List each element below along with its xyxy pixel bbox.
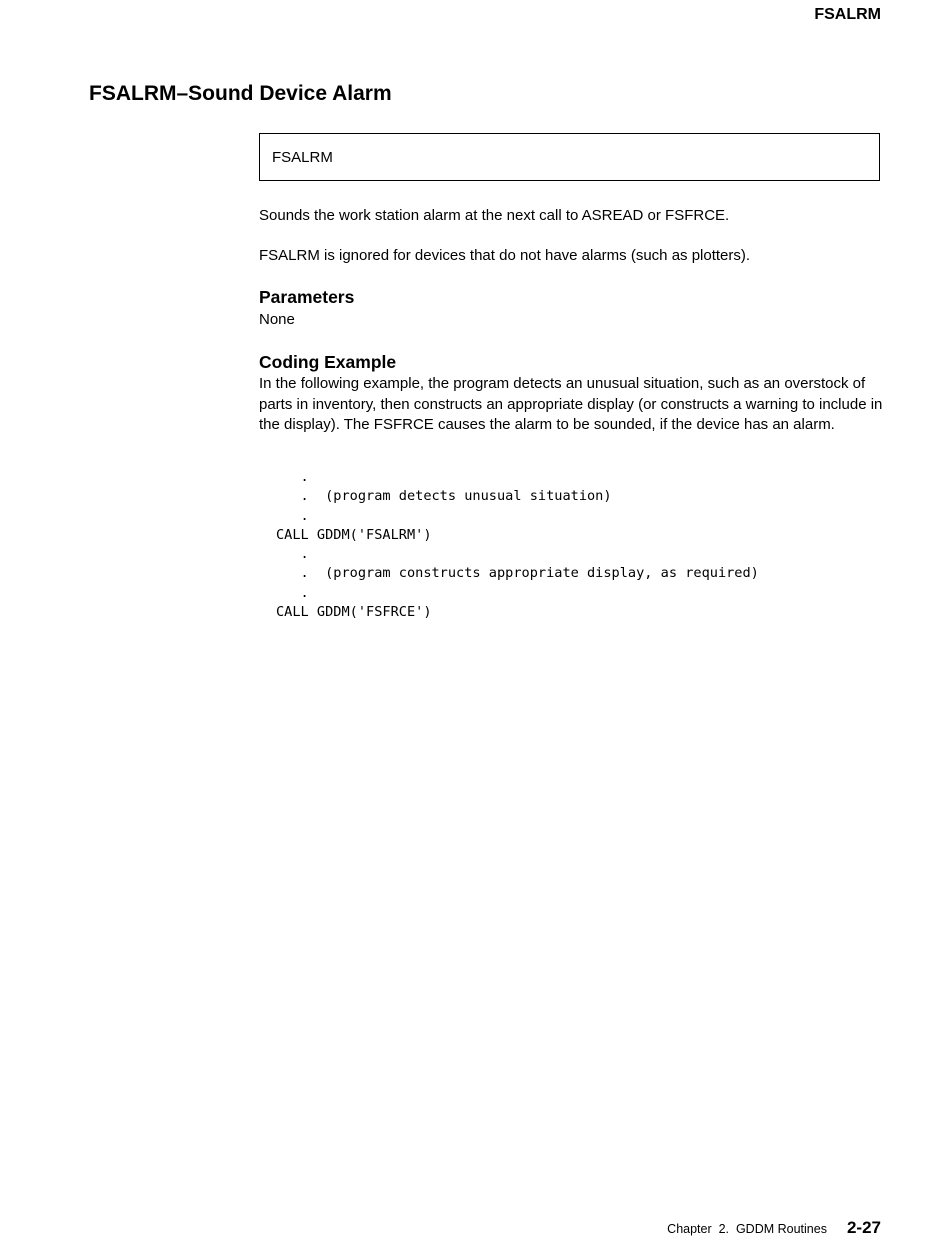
code-line: . (program detects unusual situation) bbox=[276, 488, 612, 505]
coding-example-text: In the following example, the program detects an unusual situation, such as an overstock of parts in inventory, then constructs an appropriate display (or constructs a warning to include in the display). The FSFRCE causes the alarm to be sounded, if the device has an alarm. bbox=[259, 375, 883, 433]
coding-example-heading: Coding Example bbox=[259, 352, 397, 372]
running-head: FSALRM bbox=[814, 6, 881, 23]
description-paragraph-1: Sounds the work station alarm at the next call to ASREAD or FSFRCE. bbox=[259, 207, 730, 224]
page-title: FSALRM–Sound Device Alarm bbox=[89, 82, 392, 105]
parameters-heading: Parameters bbox=[259, 287, 355, 307]
syntax-box bbox=[259, 133, 880, 181]
code-line: . bbox=[276, 469, 309, 485]
code-block bbox=[276, 468, 759, 622]
code-line: . bbox=[276, 546, 309, 563]
code-line: CALL GDDM('FSFRCE') bbox=[276, 604, 432, 621]
description-paragraph-2: FSALRM is ignored for devices that do not have alarms (such as plotters). bbox=[259, 247, 751, 264]
page-footer bbox=[667, 1218, 881, 1238]
page-number: 2-27 bbox=[846, 1218, 881, 1237]
parameters-text: None bbox=[259, 311, 295, 328]
code-line: . bbox=[276, 507, 309, 524]
code-line: CALL GDDM('FSALRM') bbox=[276, 526, 432, 543]
code-line: . (program constructs appropriate display, as required) bbox=[276, 565, 759, 582]
code-line: . bbox=[276, 584, 309, 601]
footer-chapter: Chapter 2. GDDM Routines bbox=[667, 1222, 827, 1236]
syntax-text: FSALRM bbox=[272, 149, 333, 166]
